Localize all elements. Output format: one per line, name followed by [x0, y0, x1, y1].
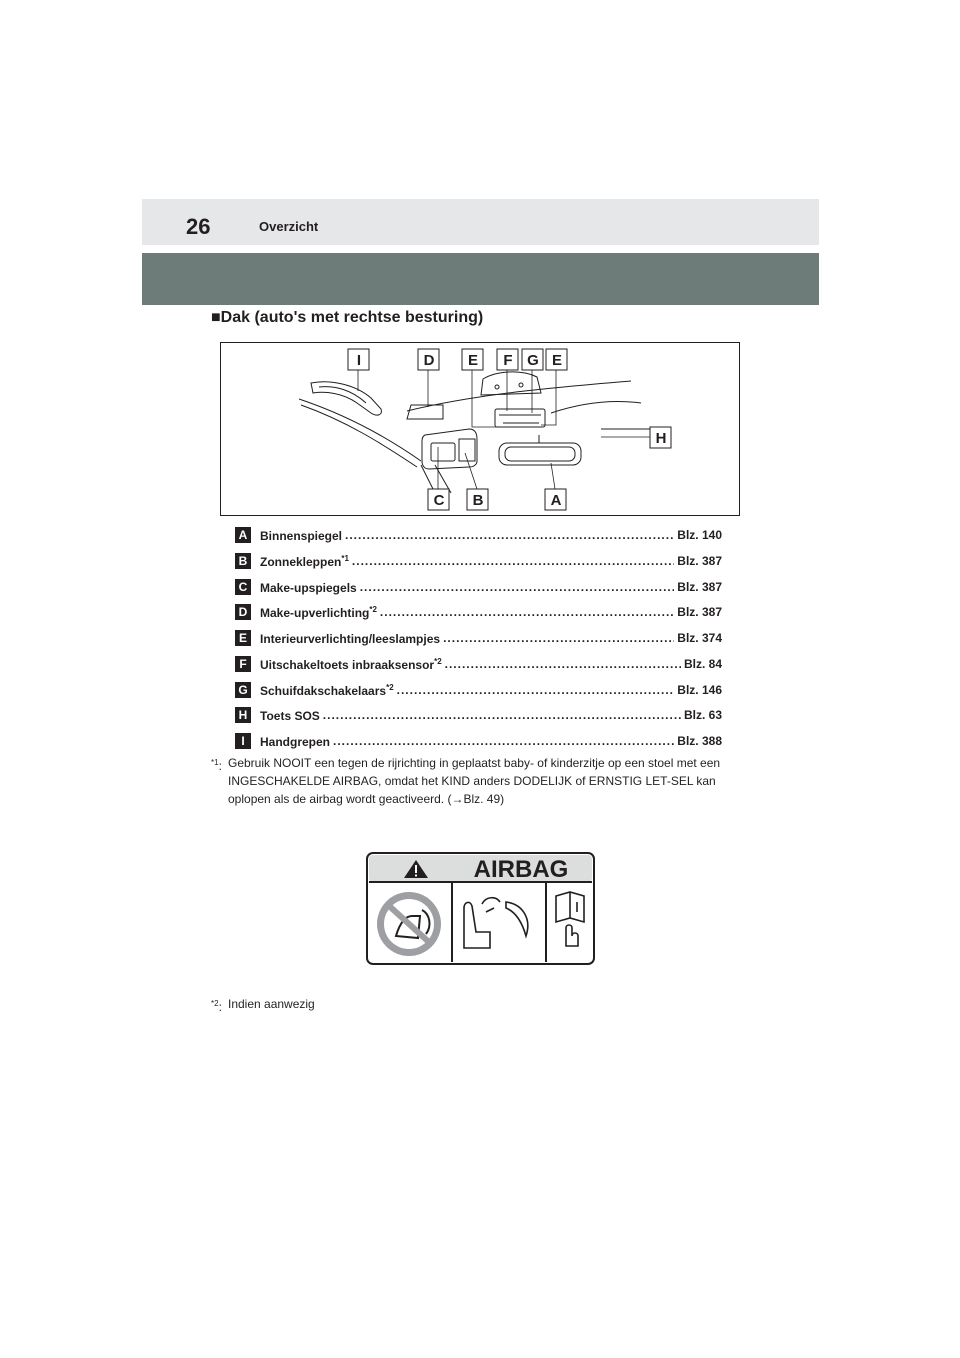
airbag-warning-label [366, 852, 596, 966]
page-heading: ■Dak (auto's met rechtse besturing) [211, 309, 484, 326]
list-item [235, 603, 722, 621]
page-reference[interactable]: Blz. 374 [677, 631, 722, 645]
item-label: Make-upspiegels [260, 580, 357, 595]
page-number: 26 [186, 214, 211, 239]
list-item [235, 578, 722, 596]
item-badge: E [235, 630, 251, 646]
item-label: Toets SOS [260, 708, 320, 723]
section-title: Overzicht [259, 219, 319, 234]
callout-E-right: E [551, 352, 563, 369]
item-badge: C [235, 579, 251, 595]
roof-illustration [220, 342, 740, 516]
dot-leader [360, 580, 675, 594]
dot-leader [397, 683, 675, 697]
footnote-mark: $^{*2}$: [211, 999, 222, 1014]
dot-leader [352, 554, 674, 568]
airbag-title: AIRBAG [473, 856, 569, 883]
dot-leader [323, 708, 681, 722]
callout-D: D [423, 352, 435, 369]
page-reference[interactable]: Blz. 388 [677, 734, 722, 748]
item-badge: I [235, 733, 251, 749]
page-header [142, 199, 819, 245]
list-item [235, 706, 722, 724]
dot-leader [380, 605, 674, 619]
dot-leader [445, 657, 681, 671]
item-label: Uitschakeltoets inbraaksensor$^{*2}$ [260, 656, 442, 672]
callout-B: B [472, 492, 484, 509]
item-badge: H [235, 707, 251, 723]
roof-drawing [221, 343, 739, 515]
item-badge: A [235, 527, 251, 543]
item-label: Make-upverlichting$^{*2}$ [260, 604, 377, 620]
item-badge: B [235, 553, 251, 569]
footnote-text: Indien aanwezig [228, 997, 315, 1011]
footnote-1 [211, 754, 743, 808]
no-child-seat-icon [377, 892, 441, 956]
list-item [235, 552, 722, 570]
footnote-mark: $^{*1}$: [211, 758, 222, 773]
item-label: Binnenspiegel [260, 528, 343, 543]
item-badge: G [235, 682, 251, 698]
dot-leader [443, 631, 674, 645]
list-item [235, 629, 722, 647]
callout-F: F [503, 352, 513, 369]
callout-C: C [433, 492, 445, 509]
page-reference[interactable]: Blz. 387 [677, 554, 722, 568]
list-item [235, 732, 722, 750]
item-label: Handgrepen [260, 734, 331, 749]
item-badge: F [235, 656, 251, 672]
page-reference[interactable]: Blz. 146 [677, 683, 722, 697]
callout-E-left: E [467, 352, 479, 369]
footnote-2 [211, 995, 743, 1013]
page-reference[interactable]: Blz. 387 [677, 580, 722, 594]
page-reference[interactable]: Blz. 84 [683, 657, 722, 671]
callout-I: I [356, 352, 362, 369]
callout-H: H [655, 430, 667, 447]
header-band [142, 253, 819, 305]
item-badge: D [235, 604, 251, 620]
page-reference[interactable]: Blz. 140 [677, 528, 722, 542]
list-item [235, 655, 722, 673]
page-reference[interactable]: Blz. 387 [677, 605, 722, 619]
dot-leader [333, 734, 674, 748]
item-label: Zonnekleppen$^{*1}$ [260, 553, 349, 569]
page-reference[interactable]: Blz. 63 [683, 708, 722, 722]
callout-G: G [527, 352, 539, 369]
list-item [235, 526, 722, 544]
footnote-text: Gebruik NOOIT een tegen de rijrichting in geplaatst baby- of kinderzitje op een stoel met een INGESCHAKELDE AIRBAG, omdat het KIND anders DODELIJK of ERNSTIG LET-SEL kan oplopen als de airbag wordt geactiveerd. (→Blz. 49) [228, 756, 721, 806]
callout-A: A [550, 492, 562, 509]
dot-leader [345, 528, 674, 542]
list-item [235, 681, 722, 699]
item-label: Interieurverlichting/leeslampjes [260, 631, 441, 646]
item-label: Schuifdakschakelaars$^{*2}$ [260, 682, 394, 698]
